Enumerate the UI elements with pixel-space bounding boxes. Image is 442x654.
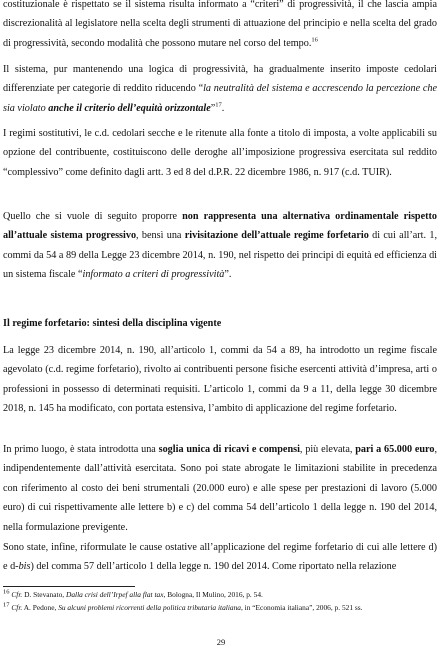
footnote-reference: 17 bbox=[215, 101, 222, 109]
text-run: Sono state, infine, riformulate le cause ostative all’applicazione del regime forfetario di cui alle lettere d) e d- bbox=[3, 542, 437, 573]
paragraph-cedular-taxes bbox=[3, 60, 437, 118]
text-run: la neutralità del sistema e accrescendo la percezione che sia violato bbox=[3, 83, 437, 114]
text-run: anche il criterio dell’equità orizzontale bbox=[48, 102, 211, 114]
text-run: Quello che si vuole di seguito proporre bbox=[3, 211, 183, 222]
text-run: pari a 65.000 euro bbox=[355, 444, 435, 455]
paragraph-proposal bbox=[3, 207, 437, 285]
text-run: non rappresenta una alternativa ordinamentale rispetto all’attuale sistema progressivo bbox=[3, 211, 437, 242]
text-run: . bbox=[221, 102, 225, 114]
footnote-reference: 16 bbox=[3, 588, 10, 596]
footnote-16 bbox=[3, 590, 433, 600]
text-run: In primo luogo, è stata introdotta una bbox=[3, 444, 159, 455]
text-run: , indipendentemente dall’attività esercitata. Sono poi state abrogate le limitazioni stabilite in precedenza con riferimento al costo dei beni strumentali (20.000 euro) e alle spese per prestazioni di lavoro (5.000 euro) di cui rispettivamente alle lettere b) e c) del comma 54 dell’articolo 1 della legge n. 190 del 2014, nella formulazione previgente. bbox=[3, 444, 438, 533]
text-run: , in “Economia italiana”, 2006, p. 521 ss. bbox=[240, 603, 363, 612]
text-run: Cfr. bbox=[11, 590, 23, 599]
section-heading: Il regime forfetario: sintesi della disciplina vigente bbox=[3, 318, 222, 329]
text-run: Il sistema, pur mantenendo una logica di progressività, ha gradualmente inserito imposte cedolari differenziate per categorie di reddito riducendo “ bbox=[3, 64, 437, 95]
footnote-separator bbox=[3, 586, 135, 587]
text-run: ) del comma 57 dell’articolo 1 della legge n. 190 del 2014. Come riportato nella relazione bbox=[30, 561, 397, 573]
text-run: informato a criteri di progressività bbox=[82, 269, 225, 281]
text-run: costituzionale è rispettato se il sistema risulta informato a “criteri” di progressività, il che lascia ampia discrezionalità al legislatore nella scelta degli strumenti di attuazione del principio e nella scelta del grado di progressività, secondo modalità che possono mutare nel corso del tempo. bbox=[3, 0, 437, 49]
text-run: , bensì una bbox=[136, 230, 185, 242]
paragraph-substitute-regimes bbox=[3, 124, 437, 182]
footnote-reference: 16 bbox=[311, 36, 318, 44]
text-run: I regimi sostitutivi, le c.d. cedolari secche e le ritenute alla fonte a titolo di imposta, a volte applicabili su opzione del contribuente, costituiscono delle deroghe all’imposizione progressiva esercitata sul reddito “complessivo” come definito dagli artt. 3 ed 8 del d.P.R. 22 dicembre 1986, n. 917 (c.d. TUIR). bbox=[3, 128, 437, 178]
paragraph-progressivity-criteria bbox=[3, 0, 437, 53]
text-run: ”. bbox=[224, 269, 232, 281]
text-run: di cui all’art. 1, commi da 54 a 89 della Legge 23 dicembre 2014, n. 190, nel rispetto dei principi di equità ed efficienza di un sistema fiscale “ bbox=[3, 230, 437, 281]
text-run: D. Stevanato, bbox=[22, 590, 66, 599]
text-run: Cfr. bbox=[11, 603, 23, 612]
footnote-17 bbox=[3, 603, 433, 613]
text-run: ” bbox=[210, 102, 216, 114]
text-run: bis bbox=[18, 561, 31, 573]
text-run: Su alcuni problemi ricorrenti della politica tributaria italiana bbox=[58, 603, 241, 612]
footnote-reference: 17 bbox=[3, 601, 10, 609]
text-run: La legge 23 dicembre 2014, n. 190, all’articolo 1, commi da 54 a 89, ha introdotto un regime fiscale agevolato (c.d. regime forfetario), rivolto ai contribuenti persone fisiche esercenti attività d’impresa, arti o professioni in possesso di determinati requisiti. L’articolo 1, commi da 9 a 11, della legge 30 dicembre 2018, n. 145 ha modificato, con portata estensiva, l’ambito di applicazione del regime forfetario. bbox=[3, 345, 437, 415]
paragraph-law-190-2014 bbox=[3, 341, 437, 419]
text-run: soglia unica di ricavi e compensi bbox=[158, 444, 300, 455]
paragraph-exclusion-causes bbox=[3, 538, 437, 577]
text-run: Dalla crisi dell’Irpef alla flat tax bbox=[65, 590, 164, 599]
text-run: , più elevata, bbox=[299, 444, 356, 455]
paragraph-revenue-threshold bbox=[3, 440, 437, 537]
text-run: , Bologna, Il Mulino, 2016, p. 54. bbox=[163, 590, 263, 599]
text-run: rivisitazione dell’attuale regime forfetario bbox=[184, 230, 369, 242]
text-run: A. Pedone, bbox=[22, 603, 59, 612]
page-number: 29 bbox=[216, 637, 226, 647]
